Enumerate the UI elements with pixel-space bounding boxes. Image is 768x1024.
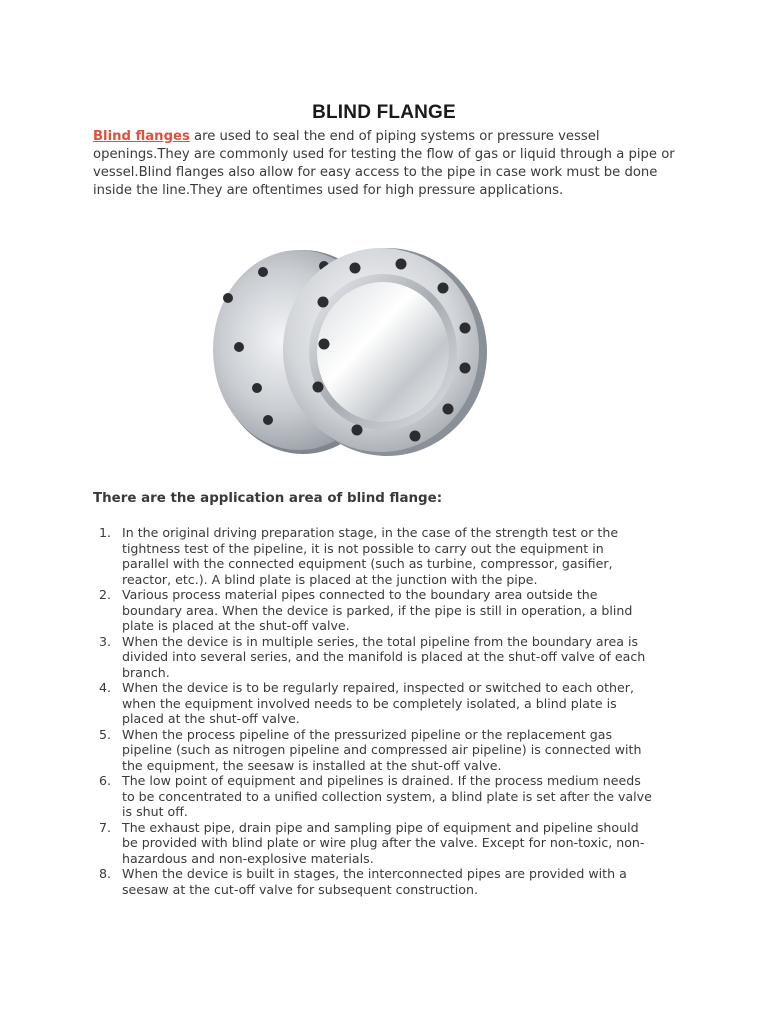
list-item-number: 4.: [99, 680, 112, 695]
list-item-text: The exhaust pipe, drain pipe and sampling pipe of equipment and pipeline should be provided with blind plate or wire plug after the valve. Except for non-toxic, non-hazardous and non-explosive materials.: [122, 819, 645, 866]
blind-flange-illustration: [125, 244, 600, 462]
list-item-text: The low point of equipment and pipelines is drained. If the process medium needs to be concentrated to a unified collection system, a blind plate is set after the valve is shut off.: [122, 773, 652, 819]
intro-paragraph: [93, 128, 683, 200]
list-item: [93, 634, 653, 681]
list-item-number: 7.: [99, 819, 112, 835]
page-title: BLIND FLANGE: [312, 101, 456, 123]
list-item: [93, 866, 653, 897]
list-item: [93, 727, 653, 774]
list-item: [93, 820, 653, 867]
list-item: [93, 773, 653, 820]
list-item-number: 1.: [99, 525, 112, 540]
intro-text: are used to seal the end of piping systems or pressure vessel openings.They are commonly used for testing the flow of gas or liquid through a pipe or vessel.Blind flanges also allow for easy access to the pipe in case work must be done inside the line.They are oftentimes used for high pressure applications.: [93, 129, 675, 198]
list-item-number: 2.: [99, 587, 112, 602]
list-item-number: 6.: [99, 773, 112, 788]
list-item-number: 8.: [99, 866, 112, 881]
list-item-text: When the device is built in stages, the interconnected pipes are provided with a seesaw at the cut-off valve for subsequent construction.: [122, 866, 627, 897]
list-item: [93, 680, 653, 727]
list-item: [93, 587, 653, 634]
list-item-text: When the process pipeline of the pressurized pipeline or the replacement gas pipeline (such as nitrogen pipeline and compressed air pipeline) is connected with the equipment, the seesaw is installed at the shut-off valve.: [122, 726, 642, 773]
list-item-number: 5.: [99, 726, 112, 742]
section-heading: There are the application area of blind flange:: [93, 491, 443, 506]
list-item-number: 3.: [99, 633, 112, 649]
list-item: [93, 525, 653, 587]
blind-flange-image: [125, 244, 600, 462]
list-item-text: When the device is in multiple series, the total pipeline from the boundary area is divided into several series, and the manifold is placed at the shut-off valve of each branch.: [122, 633, 646, 680]
blind-flanges-link[interactable]: Blind flanges: [93, 129, 190, 144]
application-list: [93, 525, 653, 897]
list-item-text: Various process material pipes connected to the boundary area outside the boundary area. When the device is parked, if the pipe is still in operation, a blind plate is placed at the shut-off valve.: [122, 587, 633, 633]
list-item-text: In the original driving preparation stage, in the case of the strength test or the tightness test of the pipeline, it is not possible to carry out the equipment in parallel with the connected equipment (such as turbine, compressor, gasifier, reactor, etc.). A blind plate is placed at the junction with the pipe.: [122, 525, 619, 587]
list-item-text: When the device is to be regularly repaired, inspected or switched to each other, when the equipment involved needs to be completely isolated, a blind plate is placed at the shut-off valve.: [122, 680, 634, 726]
